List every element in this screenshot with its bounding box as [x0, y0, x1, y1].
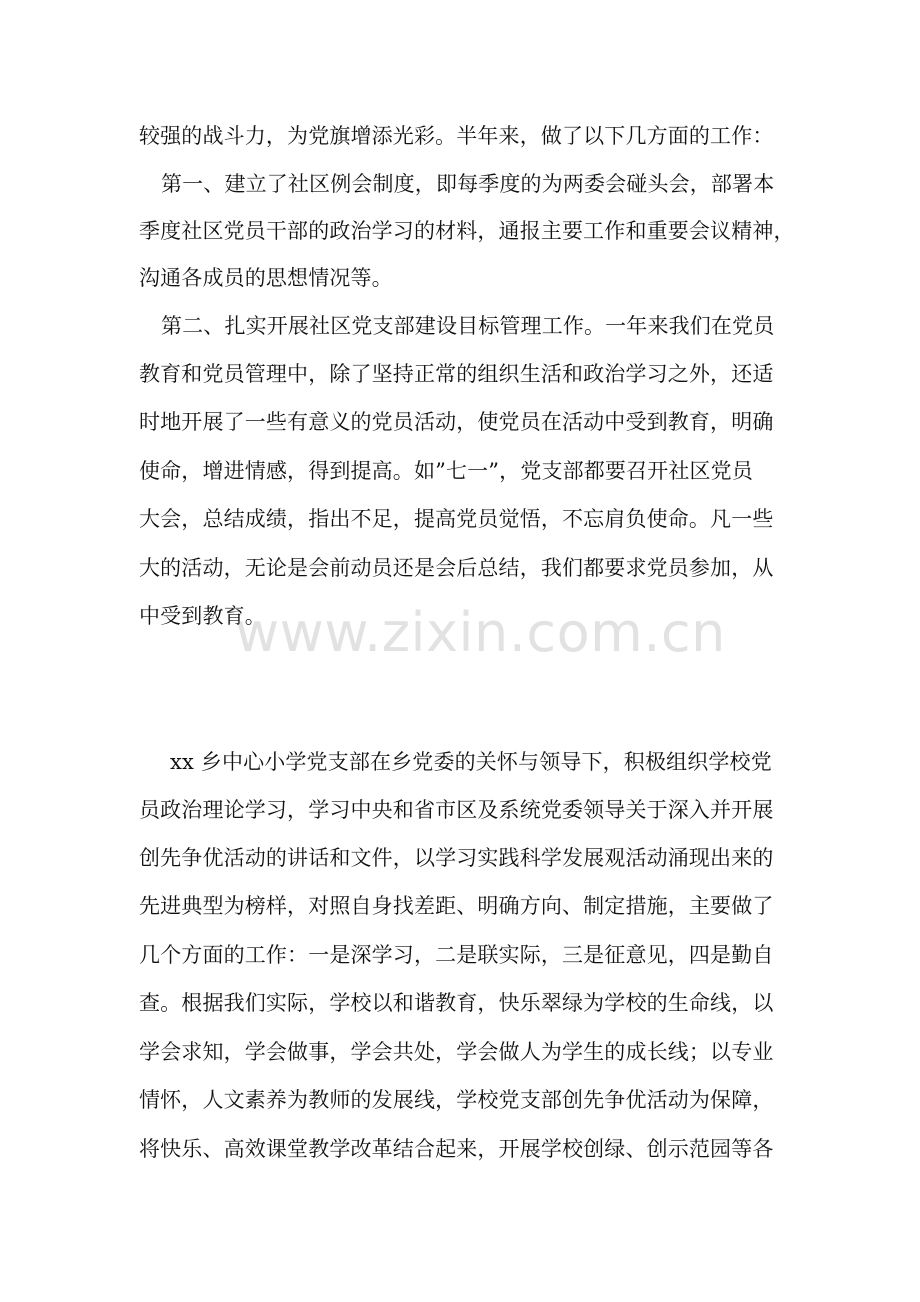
- text-line: 第一、建立了社区例会制度，即每季度的为两委会碰头会，部署本: [161, 172, 775, 196]
- text-line: 教育和党员管理中，除了坚持正常的组织生活和政治学习之外，还适: [139, 362, 774, 386]
- text-line: 将快乐、高效课堂教学改革结合起来，开展学校创绿、创示范园等各: [139, 1137, 774, 1161]
- text-line: 时地开展了一些有意义的党员活动，使党员在活动中受到教育，明确: [139, 410, 774, 434]
- text-line: 情怀，人文素养为教师的发展线，学校党支部创先争优活动为保障，: [139, 1088, 774, 1112]
- text-line: 使命，增进情感，得到提高。如”七一”，党支部都要召开社区党员: [139, 459, 753, 483]
- text-line: 较强的战斗力，为党旗增添光彩。半年来，做了以下几方面的工作：: [139, 124, 774, 148]
- text-line: 季度社区党员干部的政治学习的材料，通报主要工作和重要会议精神，: [139, 219, 795, 243]
- text-line: 学会求知，学会做事，学会共处，学会做人为学生的成长线；以专业: [139, 1040, 774, 1064]
- text-line: 大会，总结成绩，指出不足，提高党员觉悟，不忘肩负使命。凡一些: [139, 507, 774, 531]
- text-line: 第二、扎实开展社区党支部建设目标管理工作。一年来我们在党员: [161, 314, 775, 338]
- text-line: 几个方面的工作：一是深学习，二是联实际，三是征意见，四是勤自: [139, 943, 774, 967]
- text-line: xx 乡中心小学党支部在乡党委的关怀与领导下，积极组织学校党: [170, 750, 772, 774]
- text-line: 大的活动，无论是会前动员还是会后总结，我们都要求党员参加，从: [139, 556, 774, 580]
- text-line: 员政治理论学习，学习中央和省市区及系统党委领导关于深入并开展: [139, 798, 774, 822]
- text-line: 先进典型为榜样，对照自身找差距、明确方向、制定措施，主要做了: [139, 894, 774, 918]
- text-line: 中受到教育。: [139, 604, 266, 628]
- watermark: www.zixin.com.cn: [235, 601, 726, 664]
- text-line: 查。根据我们实际，学校以和谐教育，快乐翠绿为学校的生命线，以: [139, 991, 774, 1015]
- text-line: 沟通各成员的思想情况等。: [139, 266, 393, 290]
- text-line: 创先争优活动的讲话和文件，以学习实践科学发展观活动涌现出来的: [139, 846, 774, 870]
